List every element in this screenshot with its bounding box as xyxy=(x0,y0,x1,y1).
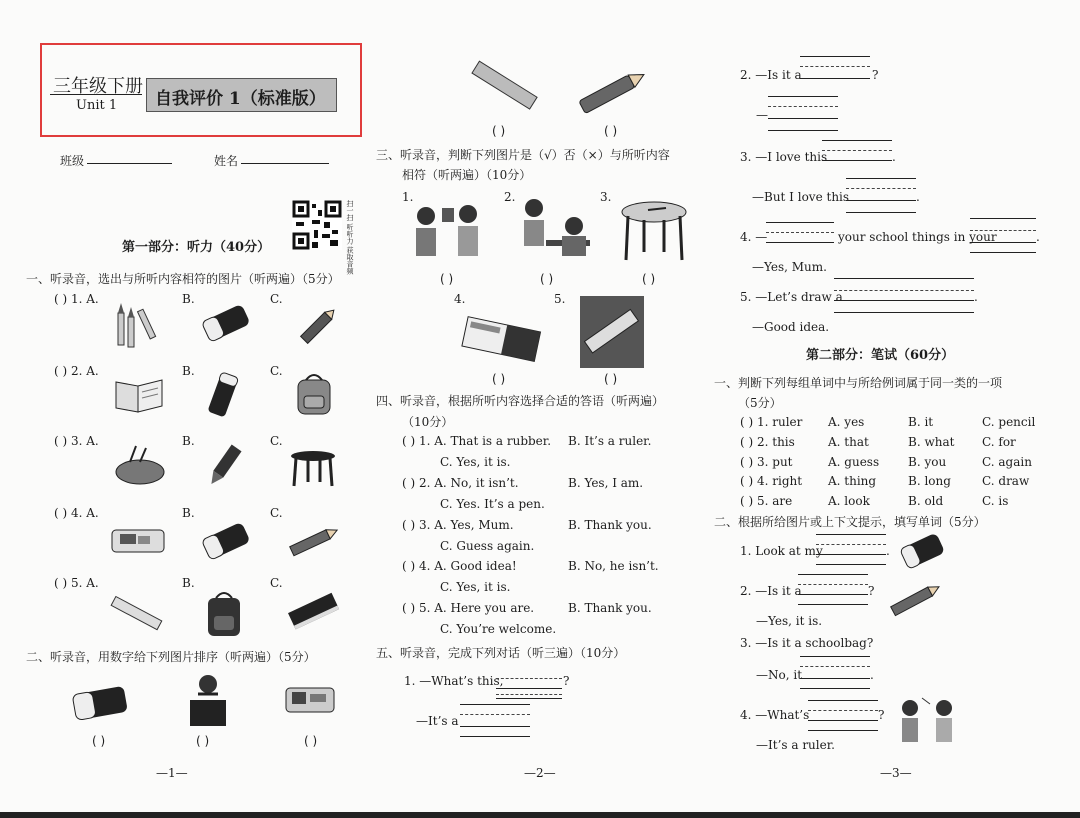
crayons-icon xyxy=(110,295,166,351)
qr-side-text: 扫一扫 听听力 获取音频 xyxy=(346,200,354,275)
desk-icon xyxy=(288,448,338,488)
part1-title: 第一部分：听力（40分） xyxy=(122,240,271,255)
teacher-student-icon xyxy=(512,196,596,260)
pencil-box-icon xyxy=(112,444,168,488)
section3-title: 三、听录音，判断下列图片是（√）否（×）与所听内容 xyxy=(376,148,670,162)
pencil-icon xyxy=(286,522,342,562)
part2-title: 第二部分：笔试（60分） xyxy=(806,348,955,363)
eraser-box-icon xyxy=(460,312,542,368)
pencil-icon xyxy=(296,302,342,348)
name-label: 姓名 xyxy=(214,154,239,168)
pencil-case-open-icon xyxy=(108,524,168,558)
book-closed-icon xyxy=(286,592,342,632)
section5-title: 五、听录音，完成下列对话（听三遍）（10分） xyxy=(376,646,626,660)
written-section2-title: 二、根据所给图片或上下文提示，填写单词（5分） xyxy=(714,515,986,529)
ruler-icon xyxy=(108,594,164,634)
schoolbag-icon xyxy=(294,372,334,416)
eraser-icon xyxy=(70,680,132,726)
unit-label: Unit 1 xyxy=(76,98,118,113)
book-icon xyxy=(112,374,166,416)
section3-title-2: 相符（听两遍）（10分） xyxy=(402,168,532,182)
grade-label: 三年级下册 xyxy=(53,76,143,97)
section4-title-2: （10分） xyxy=(402,415,454,429)
marker-pen-icon xyxy=(204,442,244,490)
ruler-icon xyxy=(468,58,540,114)
eraser-icon xyxy=(200,520,252,562)
bottom-border xyxy=(0,812,1080,818)
schoolbag-icon xyxy=(204,590,244,638)
page-title: 自我评价 1（标准版） xyxy=(155,89,326,109)
two-children-icon xyxy=(894,694,960,746)
pencil-case-icon xyxy=(206,372,242,418)
section2-title: 二、听录音，用数字给下列图片排序（听两遍）（5分） xyxy=(26,650,316,664)
pencil-icon xyxy=(574,64,652,118)
pencil-icon xyxy=(886,578,946,620)
ruler-photo-icon xyxy=(580,296,644,368)
class-label: 班级 xyxy=(60,154,85,168)
page-number: —2— xyxy=(524,766,556,780)
eraser-icon xyxy=(898,528,946,572)
page-number: —1— xyxy=(156,766,188,780)
written-section1-title: 一、判断下列每组单词中与所给例词属于同一类的一项 xyxy=(714,376,1003,390)
page-number: —3— xyxy=(880,766,912,780)
pencil-case-open-icon xyxy=(282,680,338,720)
children-talking-icon xyxy=(404,200,494,260)
section4-title: 四、听录音，根据所听内容选择合适的答语（听两遍） xyxy=(376,394,665,408)
child-with-bag-icon xyxy=(180,670,236,728)
written-section1-title-2: （5分） xyxy=(738,396,782,410)
table-icon xyxy=(618,198,690,264)
qr-code-icon xyxy=(292,200,342,250)
section1-title: 一、听录音，选出与所听内容相符的图片（听两遍）（5分） xyxy=(26,272,340,286)
eraser-icon xyxy=(200,302,252,344)
